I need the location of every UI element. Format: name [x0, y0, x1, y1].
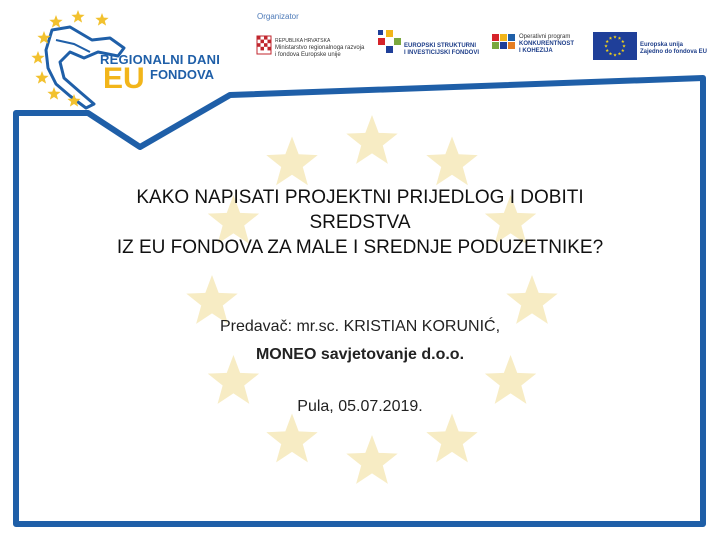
opkk-line-1: Operativni program [519, 34, 571, 40]
croatian-coat-of-arms-icon [257, 36, 271, 54]
logo-star-icon [49, 15, 62, 28]
opkk-line-2: KONKURENTNOST [519, 41, 574, 47]
watermark-star-icon [266, 136, 317, 185]
logo-fondova: FONDOVA [150, 67, 215, 82]
organizer-label: Organizator [257, 12, 299, 21]
opkk-logo-icon [492, 34, 515, 49]
slide-title [60, 185, 660, 260]
event-date: Pula, 05.07.2019. [297, 398, 423, 415]
logo-star-icon [71, 10, 84, 23]
ministry-line-3: i fondova Europske unije [275, 52, 341, 58]
eu-line-1: Europska unija [640, 42, 684, 48]
title-line-1: KAKO NAPISATI PROJEKTNI PRIJEDLOG I DOBITI [136, 187, 584, 208]
logo-star-ring [31, 10, 108, 107]
esif-line-1: EUROPSKI STRUKTURNI [404, 43, 477, 49]
logo-title: REGIONALNI DANI [100, 52, 220, 67]
presenter-company: MONEO savjetovanje d.o.o. [255, 346, 465, 363]
watermark-star-icon [266, 414, 317, 463]
logo-star-icon [31, 51, 44, 64]
ministry-line-2: Ministarstvo regionalnoga razvoja [275, 45, 365, 51]
title-line-3: IZ EU FONDOVA ZA MALE I SREDNJE PODUZETNIKE? [116, 237, 604, 258]
opkk-sponsor [519, 34, 574, 55]
presenter-block [160, 313, 560, 369]
title-line-2: SREDSTVA [309, 212, 411, 233]
watermark-star-icon [346, 435, 397, 484]
watermark-star-icon [426, 136, 477, 185]
opkk-line-3: I KOHEZIJA [519, 48, 553, 54]
logo-star-icon [95, 13, 108, 26]
watermark-star-icon [346, 115, 397, 164]
eu-stars-watermark [186, 115, 557, 484]
ministry-sponsor [275, 38, 364, 59]
eu-flag-icon [593, 32, 637, 60]
esif-line-2: I INVESTICIJSKI FONDOVI [404, 50, 480, 56]
eu-sponsor [640, 42, 707, 56]
watermark-star-icon [426, 414, 477, 463]
logo-eu: EU [103, 62, 145, 95]
eu-line-2: Zajedno do fondova EU [640, 49, 707, 55]
ministry-line-1: REPUBLIKA HRVATSKA [275, 38, 331, 44]
logo-star-icon [47, 87, 60, 100]
logo-star-icon [35, 71, 48, 84]
presenter-name: Predavač: mr.sc. KRISTIAN KORUNIĆ, [219, 318, 501, 335]
esif-logo-icon [378, 30, 401, 53]
esif-sponsor [404, 43, 479, 57]
